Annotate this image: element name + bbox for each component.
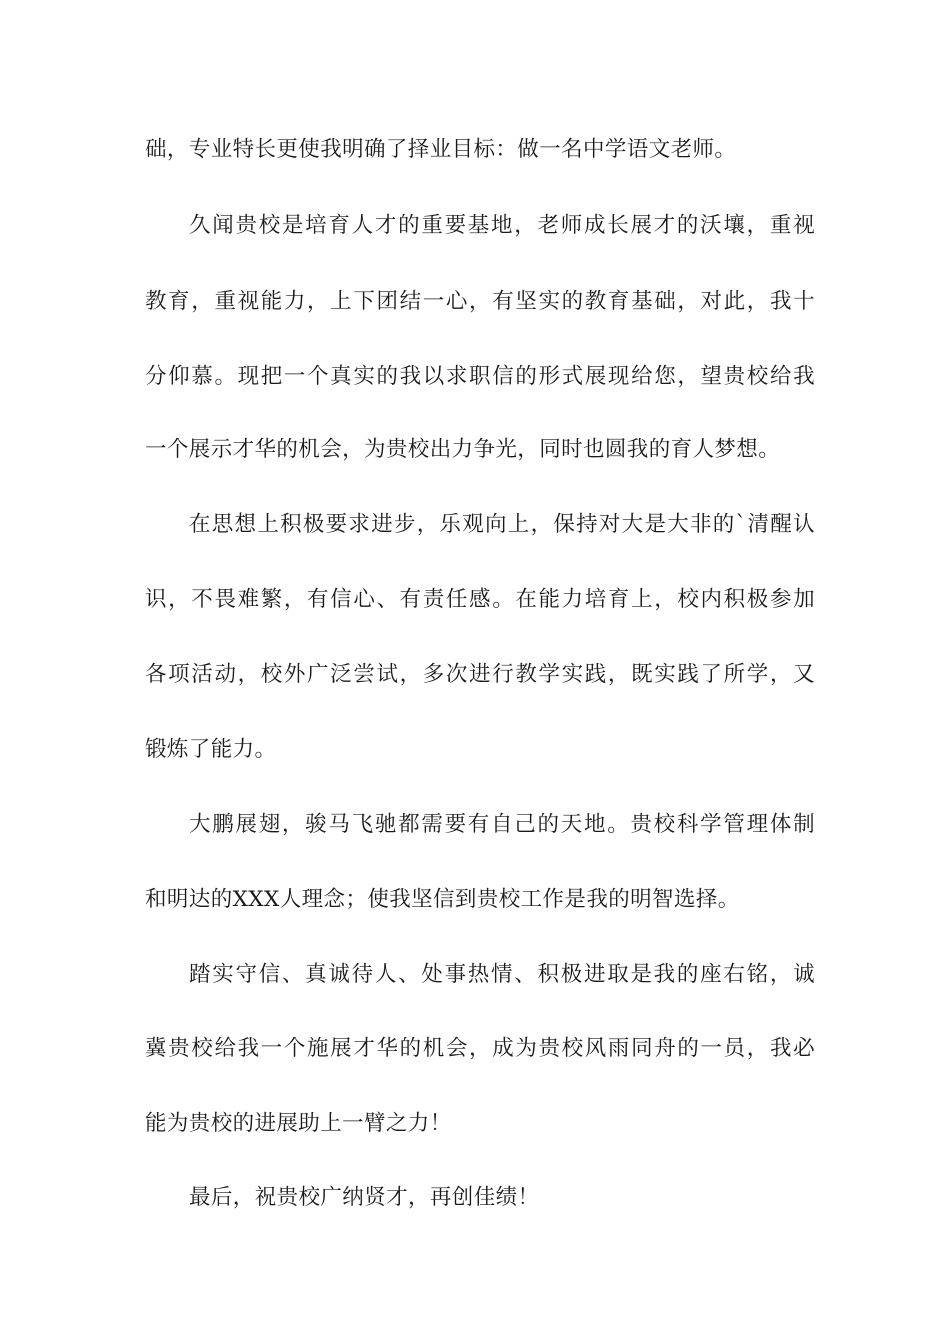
paragraph-line: 和明达的XXX人理念；使我坚信到贵校工作是我的明智选择。 <box>145 887 740 912</box>
paragraph-line: 大鹏展翅，骏马飞驰都需要有自己的天地。贵校科学管理体制 <box>189 812 815 837</box>
paragraph-line: 础，专业特长更使我明确了择业目标：做一名中学语文老师。 <box>145 137 737 162</box>
paragraph-line: 锻炼了能力。 <box>145 737 277 762</box>
paragraph-line: 各项活动，校外广泛尝试，多次进行教学实践，既实践了所学，又 <box>145 662 815 687</box>
paragraph-line: 教育，重视能力，上下团结一心，有坚实的教育基础，对此，我十 <box>145 289 815 314</box>
paragraph-line: 久闻贵校是培育人才的重要基地，老师成长展才的沃壤，重视 <box>189 213 815 238</box>
paragraph-line: 分仰慕。现把一个真实的我以求职信的形式展现给您，望贵校给我 <box>145 364 815 389</box>
paragraph-line: 一个展示才华的机会，为贵校出力争光，同时也圆我的育人梦想。 <box>145 437 781 462</box>
paragraph-line: 踏实守信、真诚待人、处事热情、积极进取是我的座右铭，诚 <box>189 962 815 987</box>
paragraph-line: 冀贵校给我一个施展才华的机会，成为贵校风雨同舟的一员，我必 <box>145 1036 815 1061</box>
paragraph-line: 识，不畏难繁，有信心、有责任感。在能力培育上，校内积极参加 <box>145 587 815 612</box>
paragraph-line: 能为贵校的进展助上一臂之力！ <box>145 1111 452 1136</box>
paragraph-line: 最后，祝贵校广纳贤才，再创佳绩！ <box>189 1185 540 1210</box>
paragraph-line: 在思想上积极要求进步，乐观向上，保持对大是大非的`清醒认 <box>189 512 815 537</box>
